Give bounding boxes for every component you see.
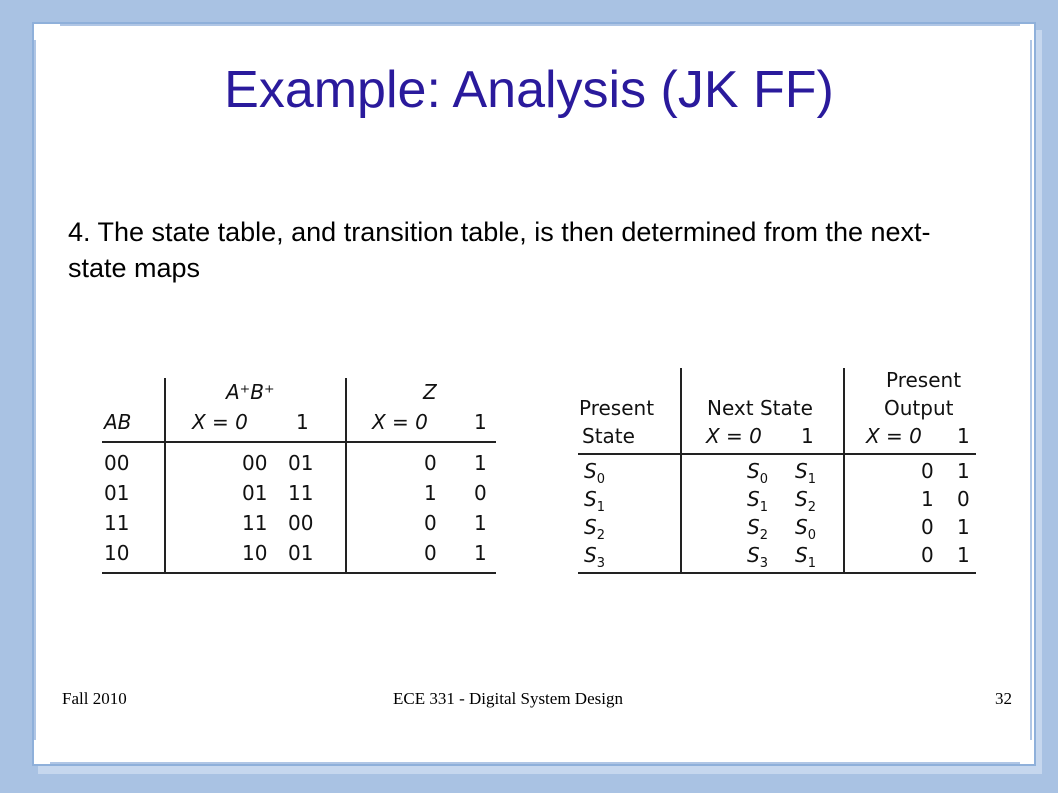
- header-output: Z: [423, 380, 437, 404]
- table-cell: $S_1$: [795, 459, 816, 487]
- header-x0: X = 0: [192, 410, 248, 434]
- table-cell: 11: [288, 481, 314, 505]
- table-cell: 01: [288, 541, 314, 565]
- table-cell: 01: [104, 481, 130, 505]
- header-present-output: Present: [886, 368, 962, 392]
- table-divider: [102, 441, 496, 443]
- sketch-line-top: [60, 24, 1020, 26]
- table-cell: 1: [921, 487, 934, 511]
- header-state: AB: [104, 410, 132, 434]
- table-cell: 1: [957, 543, 970, 567]
- header-present-output: Output: [884, 396, 954, 420]
- slide-frame-bottom: [0, 763, 1058, 793]
- table-cell: 0: [921, 459, 934, 483]
- table-cell: 01: [242, 481, 268, 505]
- table-divider: [680, 368, 682, 574]
- table-cell: 0: [921, 543, 934, 567]
- footer-course: ECE 331 - Digital System Design: [393, 689, 623, 708]
- table-divider: [102, 572, 496, 574]
- table-cell: 1: [474, 451, 487, 475]
- table-cell: 0: [424, 511, 437, 535]
- sketch-line-bottom: [50, 762, 1020, 764]
- table-divider: [578, 572, 976, 574]
- table-cell: 01: [288, 451, 314, 475]
- table-cell: 1: [474, 541, 487, 565]
- header-x0: X = 0: [706, 424, 762, 448]
- table-cell: $S_2$: [747, 515, 768, 543]
- footer-date: Fall 2010: [62, 689, 127, 708]
- table-cell: $S_2$: [795, 487, 816, 515]
- header-next-state: Next State: [707, 396, 813, 420]
- slide-paper: [32, 22, 1036, 766]
- table-divider: [345, 378, 347, 572]
- table-cell: 11: [242, 511, 268, 535]
- table-divider: [843, 368, 845, 574]
- table-cell: 1: [957, 515, 970, 539]
- table-cell: 11: [104, 511, 130, 535]
- table-cell: 1: [424, 481, 437, 505]
- table-cell: $S_0$: [747, 459, 768, 487]
- header-x1: 1: [296, 410, 309, 434]
- table-cell: $S_1$: [584, 487, 605, 515]
- table-cell: $S_3$: [584, 543, 605, 571]
- header-next-state: A⁺B⁺: [226, 380, 275, 404]
- table-cell: $S_0$: [584, 459, 605, 487]
- slide-body-text: 4. The state table, and transition table, is then determined from the next-state maps: [68, 217, 931, 283]
- table-cell: $S_0$: [795, 515, 816, 543]
- header-present-state: State: [582, 424, 635, 448]
- table-cell: 0: [424, 541, 437, 565]
- sketch-line-left: [34, 40, 36, 740]
- table-cell: $S_1$: [747, 487, 768, 515]
- table-cell: 1: [474, 511, 487, 535]
- table-cell: 10: [242, 541, 268, 565]
- table-cell: 10: [104, 541, 130, 565]
- header-present-state: Present: [579, 396, 655, 420]
- table-cell: $S_3$: [747, 543, 768, 571]
- table-cell: 0: [921, 515, 934, 539]
- header-x0: X = 0: [372, 410, 428, 434]
- header-x1: 1: [801, 424, 814, 448]
- table-cell: 0: [474, 481, 487, 505]
- table-cell: $S_2$: [584, 515, 605, 543]
- sketch-line-right: [1030, 40, 1032, 740]
- table-cell: 0: [957, 487, 970, 511]
- slide-title: Example: Analysis (JK FF): [224, 61, 834, 119]
- table-cell: 0: [424, 451, 437, 475]
- header-x0: X = 0: [866, 424, 922, 448]
- table-cell: 1: [957, 459, 970, 483]
- table-cell: 00: [104, 451, 130, 475]
- table-cell: $S_1$: [795, 543, 816, 571]
- table-cell: 00: [288, 511, 314, 535]
- header-x1: 1: [957, 424, 970, 448]
- table-cell: 00: [242, 451, 268, 475]
- footer-page-number: 32: [995, 689, 1012, 708]
- header-x1: 1: [474, 410, 487, 434]
- table-divider: [164, 378, 166, 572]
- table-divider: [578, 453, 976, 455]
